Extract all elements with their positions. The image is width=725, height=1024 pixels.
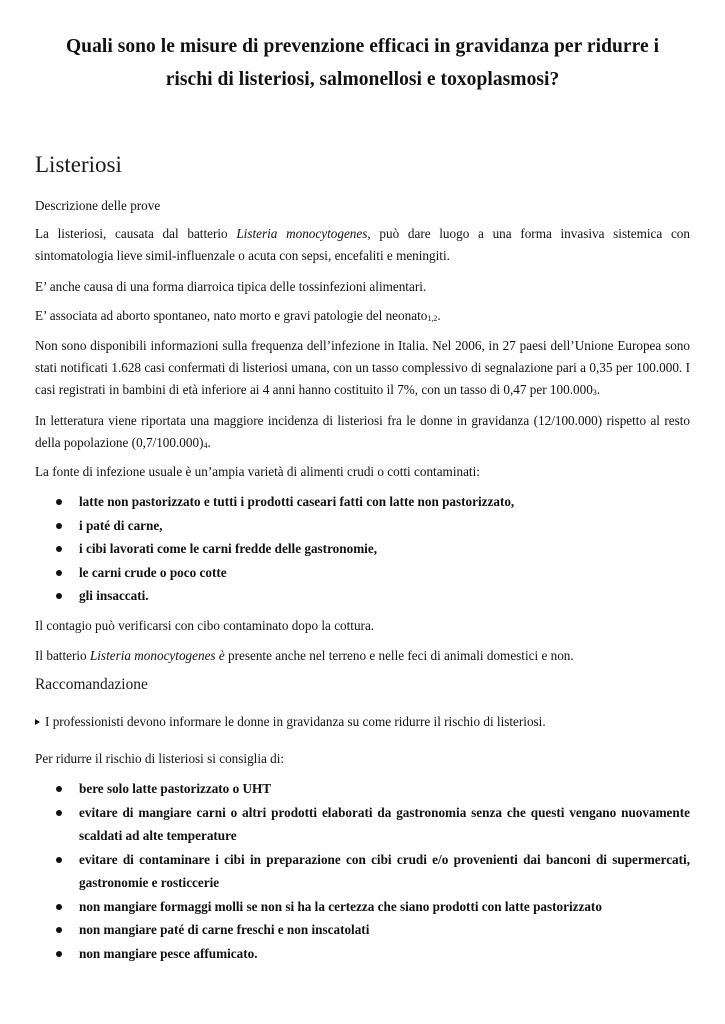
title-line-1: Quali sono le misure di prevenzione efficaci in gravidanza per ridurre i [65, 36, 660, 57]
bullet-icon [56, 593, 62, 599]
bullet-icon [56, 499, 62, 505]
evidence-label: Descrizione delle prove [35, 198, 161, 213]
paragraph-incidence: In letteratura viene riportata una maggiore incidenza di listeriosi fra le donne in gravidanza (12/100.000) rispetto al resto della popolazione $(0,7/100.000)_4$. [35, 413, 690, 450]
recommendation-text: I professionisti devono informare le donne in gravidanza su come ridurre il rischio di listeriosi. [35, 711, 690, 733]
paragraph-contagion: Il contagio può verificarsi con cibo contaminato dopo la cottura. [35, 618, 375, 633]
reference-marker: 1,2 [427, 314, 438, 323]
document-page [35, 30, 690, 961]
bullet-icon [56, 546, 62, 552]
paragraph-sources-intro: La fonte di infezione usuale è un’ampia varietà di alimenti crudi o cotti contaminati: [35, 464, 480, 479]
list-item: gli insaccati. [35, 584, 690, 608]
advice-list [35, 777, 690, 965]
advice-intro: Per ridurre il rischio di listeriosi si consiglia di: [35, 751, 285, 766]
section-heading-listeriosi: Listeriosi [35, 152, 122, 177]
bullet-icon [56, 951, 62, 957]
recommendation-heading: Raccomandazione [35, 676, 148, 693]
paragraph-eu-statistics: Non sono disponibili informazioni sulla frequenza dell’infezione in Italia. Nel 2006, in 27 paesi dell’Unione Europea sono stati notificati 1.628 casi confermati di listeriosi umana, con un tasso complessivo di segnalazione pari a 0,35 per 100.000. I casi registrati in bambini di età inferiore ai 4 anni hanno costituito il 7%, con un tasso di 0,47 per $100.000_3$. [35, 338, 690, 397]
bullet-icon [56, 857, 62, 863]
reference-marker: 3 [592, 388, 597, 397]
paragraph-environment: Il batterio Listeria monocytogenes è presente anche nel terreno e nelle feci di animali domestici e non. [35, 648, 574, 663]
triangle-bullet-icon [35, 719, 40, 725]
document-title [35, 30, 690, 96]
bullet-icon [56, 810, 62, 816]
reference-marker: 4 [203, 441, 208, 450]
list-item: non mangiare formaggi molli se non si ha la certezza che siano prodotti con latte pastorizzato [35, 895, 690, 919]
list-item: le carni crude o poco cotte [35, 561, 690, 585]
list-item: bere solo latte pastorizzato o UHT [35, 777, 690, 801]
bullet-icon [56, 927, 62, 933]
list-item: non mangiare paté di carne freschi e non inscatolati [35, 918, 690, 942]
species-name: Listeria monocytogenes [236, 226, 368, 241]
paragraph-abortion: E’ associata ad aborto spontaneo, nato morto e gravi patologie del neonato$_{1,2}$. [35, 308, 441, 323]
list-item: non mangiare pesce affumicato. [35, 942, 690, 966]
bullet-icon [56, 904, 62, 910]
bullet-icon [56, 570, 62, 576]
sources-list [35, 490, 690, 608]
list-item: i cibi lavorati come le carni fredde delle gastronomie, [35, 537, 690, 561]
list-item: evitare di contaminare i cibi in preparazione con cibi crudi e/o provenienti dai banconi di supermercati, gastronomie e rosticcerie [35, 848, 690, 895]
list-item: latte non pastorizzato e tutti i prodotti caseari fatti con latte non pastorizzato, [35, 490, 690, 514]
paragraph-diarrhoea: E’ anche causa di una forma diarroica tipica delle tossinfezioni alimentari. [35, 279, 427, 294]
list-item: evitare di mangiare carni o altri prodotti elaborati da gastronomia senza che questi vengano nuovamente scaldati ad alte temperature [35, 801, 690, 848]
list-item: i paté di carne, [35, 514, 690, 538]
bullet-icon [56, 523, 62, 529]
title-line-2: rischi di listeriosi, salmonellosi e toxoplasmosi? [165, 69, 560, 90]
bullet-icon [56, 786, 62, 792]
paragraph-definition: La listeriosi, causata dal batterio Listeria monocytogenes, può dare luogo a una forma invasiva sistemica con sintomatologia lieve simil-influenzale o acuta con sepsi, encefaliti e meningiti. [35, 226, 690, 263]
